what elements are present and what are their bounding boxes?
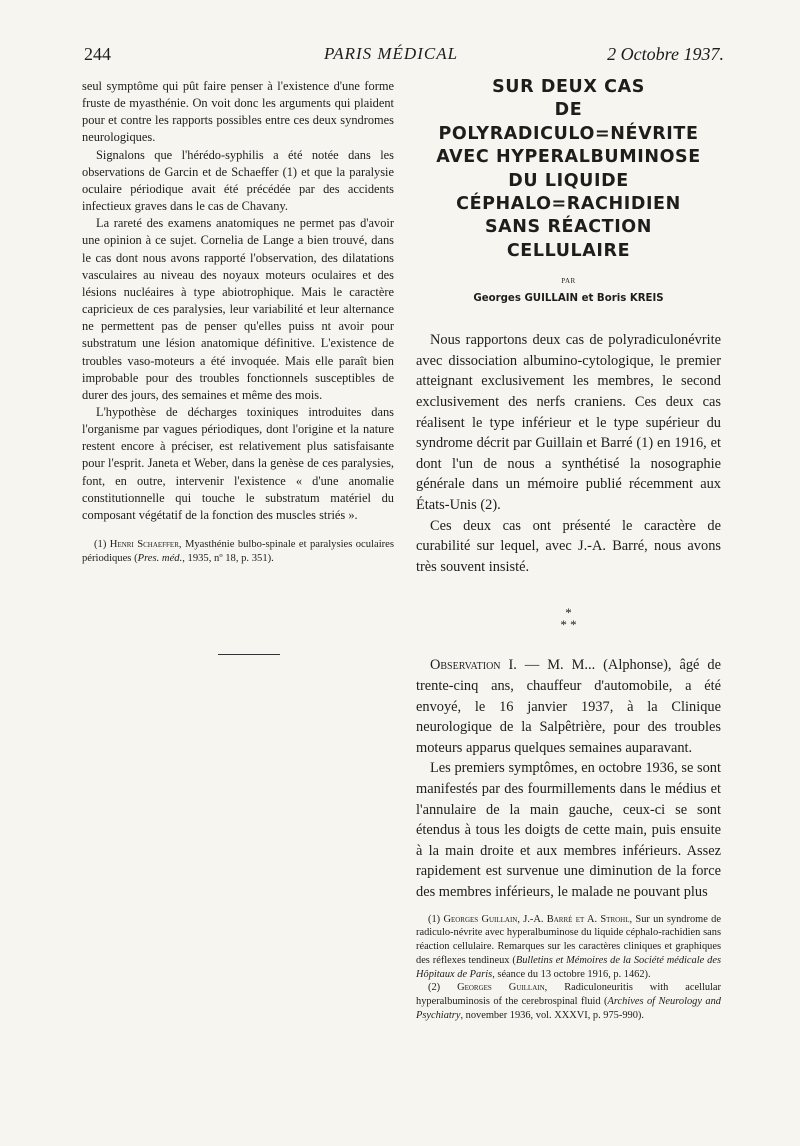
title-line: POLYRADICULO=NÉVRITE [438,123,699,144]
footnote-number: (1) [94,539,107,551]
title-line: DU LIQUIDE [508,170,629,191]
paragraph: Nous rapportons deux cas de polyradiculonévrite avec dissociation albumino-cytologique, le premier atteignant exclusivement les membres, le second exclusivement des nerfs craniens. Ces deux cas réalisent le type inférieur et le type supérieur du syndrome décrit par Guillain et Barré (1) en 1916, et dont l'un de nous a synthétisé la nosographie générale dans un mémoire publié récemment aux États-Unis (2). [416,332,721,513]
asterism-top: * [565,605,572,621]
footnote-text: Sur un syndrome de radiculo-névrite avec hyperalbuminose du liquide céphalo-rachidien sans réaction cellulaire. Remarques sur les caractères cliniques et graphiques des réflexes tendineux ( [416,913,721,966]
article-title [416,76,721,263]
asterism-bottom: * * [560,617,577,633]
left-column [82,78,394,655]
footnote-source: Pres. méd. [137,553,183,565]
footnote [416,981,721,1022]
paragraph: Les premiers symptômes, en octobre 1936, se sont manifestés par des fourmillements dans le médius et l'annulaire de la main gauche, ceux-ci se sont étendus à tous les doigts de cette main, puis ensuite à la main droite et aux membres inférieurs. Assez rapidement est survenue une diminution de la force des membres inférieurs, le malade ne pouvant plus [416,760,721,900]
footnote-author: Henri Schaeffer, [109,539,182,551]
footnote-text: , 1935, nº 18, p. 351). [182,553,274,565]
footnote-source: Archives of Neurology and Psychiatry [416,996,721,1022]
footnote [416,913,721,982]
footnote [82,538,394,566]
paragraph: L'hypothèse de décharges toxiniques introduites dans l'organisme par vagues périodiques, dont l'origine et la nature restent encore à préciser, est relativement plus satisfaisante pour l'esprit. Janeta et Weber, dans la genèse de ces paralysies, font, en outre, intervenir l'existence « d'une anomalie constitutionnelle qui touche le substratum matériel du composant végétatif de la fonction des muscles striés ». [82,404,394,522]
footnotes [416,913,721,1023]
byline-par: PAR [561,277,576,286]
footnote-text: Radiculoneuritis with acellular hyperalbuminosis of the cerebrospinal fluid ( [416,982,721,1008]
title-line: SANS RÉACTION [484,217,653,238]
title-line: CELLULAIRE [506,240,631,261]
observation-heading: Observation I. [430,657,517,674]
right-column [416,76,721,1023]
title-line: DE [554,100,583,121]
title-line: SUR DEUX CAS [492,77,645,97]
paragraph: seul symptôme qui pût faire penser à l'existence d'une forme fruste de myasthénie. On voit donc les arguments qui plaident pour et contre les rapports possibles entre ces deux syndromes neurologiques. [82,79,394,145]
divider [218,654,280,655]
footnote-number: (1) [428,913,441,925]
paragraph: Signalons que l'hérédo-syphilis a été notée dans les observations de Garcin et de Schaeffer (1) et que la paralysie oculaire périodique avait été précédée par des accidents infectieux graves dans le cas de Chavany. [82,147,394,214]
asterism [416,607,721,631]
paragraph: La rareté des examens anatomiques ne permet pas d'avoir une opinion à ce sujet. Cornelia de Lange a bien trouvé, dans le cas dont nous avons rapporté l'observation, des dilatations vasculaires au niveau des noyaux moteurs oculaires et des lésions nucléaires à type abiotrophique. Mais le caractère capricieux de ces paralysies, leur variabilité et leur alternance ne permettent pas de penser qu'elles puiss nt avoir pour substratum une lésion anatomique définitive. L'existence de troubles vaso-moteurs a été invoquée. Mais elle paraît bien improbable pour des troubles fonctionnels susceptibles de durer des jours, des semaines et même des mois. [82,216,394,402]
title-line: AVEC HYPERALBUMINOSE [436,147,701,168]
observation-paragraph [416,655,721,758]
footnote-authors: Georges Guillain, J.-A. Barré et A. Strohl, [443,913,633,925]
footnote-source: Bulletins et Mémoires de la Société médicale des Hôpitaux de Paris [416,954,721,980]
authors: Georges GUILLAIN et Boris KREIS [473,293,664,305]
footnote-text: , séance du 13 octobre 1916, p. 1462). [492,968,651,980]
footnote-authors: Georges Guillain, [457,982,548,994]
title-line: CÉPHALO=RACHIDIEN [456,194,681,215]
footnote-text: Myasthénie bulbo-spinale et paralysies oculaires périodiques ( [82,539,394,565]
observation-text: — M. M... (Alphonse), âgé de trente-cinq ans, chauffeur d'automobile, a été envoyé, le 16 janvier 1937, à la Clinique neurologique de la Salpêtrière, pour des troubles moteurs apparus quelques semaines auparavant. [416,657,721,756]
paragraph: Ces deux cas ont présenté le caractère de curabilité sur lequel, avec J.-A. Barré, nous avons très souvent insisté. [416,517,721,575]
journal-title: PARIS MÉDICAL [324,44,459,63]
running-header [84,44,724,70]
footnote-number: (2) [428,982,441,994]
issue-date: 2 Octobre 1937. [607,44,724,64]
footnote-text: , november 1936, vol. XXXVI, p. 975-990). [460,1010,644,1022]
page-number: 244 [84,44,111,64]
